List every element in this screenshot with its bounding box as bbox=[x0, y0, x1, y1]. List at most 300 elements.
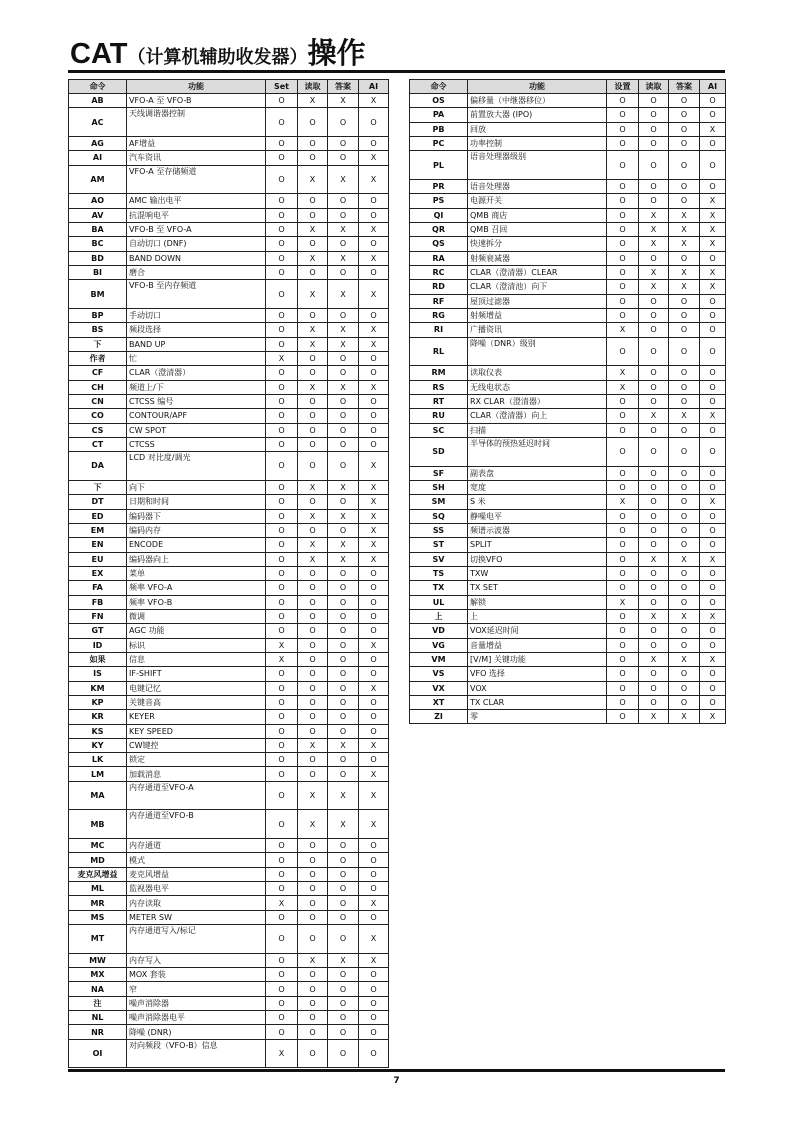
command-function: 降噪（DNR）级别 bbox=[468, 337, 607, 366]
read-flag: X bbox=[298, 538, 328, 552]
command-function: 抗混响电平 bbox=[127, 208, 266, 222]
command-function: 噪声消除器电平 bbox=[127, 1011, 266, 1025]
read-flag: O bbox=[298, 394, 328, 408]
read-flag: O bbox=[639, 509, 669, 523]
footer-rule bbox=[68, 1069, 725, 1072]
command-code: BM bbox=[69, 280, 127, 309]
table-row bbox=[410, 122, 726, 136]
read-flag: O bbox=[298, 896, 328, 910]
table-row bbox=[410, 437, 726, 466]
ai-flag: O bbox=[359, 996, 389, 1010]
command-function: 上 bbox=[468, 609, 607, 623]
command-function: 频道上/下 bbox=[127, 380, 266, 394]
read-flag: O bbox=[298, 925, 328, 954]
command-code: CN bbox=[69, 394, 127, 408]
answer-flag: O bbox=[328, 609, 359, 623]
set-flag: O bbox=[266, 853, 298, 867]
set-flag: O bbox=[266, 165, 298, 194]
answer-flag: O bbox=[328, 767, 359, 781]
table-row bbox=[69, 552, 389, 566]
ai-flag: O bbox=[700, 509, 726, 523]
table-row bbox=[410, 466, 726, 480]
table-row bbox=[410, 423, 726, 437]
command-function: 静噪电平 bbox=[468, 509, 607, 523]
set-flag: O bbox=[607, 681, 639, 695]
table-row bbox=[69, 423, 389, 437]
set-flag: O bbox=[607, 122, 639, 136]
answer-flag: O bbox=[669, 194, 700, 208]
command-function: CLAR（澄清器）CLEAR bbox=[468, 265, 607, 279]
ai-flag: O bbox=[700, 380, 726, 394]
answer-flag: O bbox=[328, 523, 359, 537]
answer-flag: X bbox=[669, 280, 700, 294]
table-row bbox=[69, 323, 389, 337]
table-row bbox=[410, 638, 726, 652]
set-flag: O bbox=[607, 695, 639, 709]
answer-flag: O bbox=[328, 437, 359, 451]
table-row bbox=[410, 222, 726, 236]
set-flag: O bbox=[607, 337, 639, 366]
table-row bbox=[69, 1039, 389, 1068]
ai-flag: O bbox=[700, 595, 726, 609]
command-code: CS bbox=[69, 423, 127, 437]
set-flag: O bbox=[266, 882, 298, 896]
answer-flag: X bbox=[669, 222, 700, 236]
answer-flag: O bbox=[328, 265, 359, 279]
read-flag: O bbox=[639, 136, 669, 150]
command-code: AG bbox=[69, 137, 127, 151]
header-command: 命令 bbox=[69, 80, 127, 94]
read-flag: O bbox=[298, 409, 328, 423]
table-row bbox=[69, 437, 389, 451]
answer-flag: O bbox=[669, 151, 700, 180]
table-body-left bbox=[69, 94, 389, 1068]
table-row bbox=[69, 724, 389, 738]
command-function: 射频增益 bbox=[468, 308, 607, 322]
read-flag: O bbox=[639, 380, 669, 394]
table-row bbox=[410, 624, 726, 638]
ai-flag: O bbox=[359, 208, 389, 222]
table-row bbox=[410, 366, 726, 380]
command-code: DA bbox=[69, 452, 127, 481]
ai-flag: O bbox=[359, 437, 389, 451]
read-flag: X bbox=[298, 94, 328, 108]
ai-flag: O bbox=[359, 581, 389, 595]
command-function: [V/M] 关键功能 bbox=[468, 652, 607, 666]
answer-flag: O bbox=[328, 753, 359, 767]
read-flag: O bbox=[639, 337, 669, 366]
read-flag: O bbox=[639, 423, 669, 437]
read-flag: X bbox=[639, 609, 669, 623]
table-row bbox=[69, 566, 389, 580]
ai-flag: X bbox=[359, 323, 389, 337]
table-row bbox=[69, 982, 389, 996]
set-flag: O bbox=[607, 94, 639, 108]
answer-flag: O bbox=[669, 251, 700, 265]
answer-flag: O bbox=[669, 581, 700, 595]
command-function: VOX延迟时间 bbox=[468, 624, 607, 638]
set-flag: O bbox=[607, 523, 639, 537]
table-row bbox=[69, 925, 389, 954]
table-row bbox=[69, 538, 389, 552]
answer-flag: O bbox=[328, 208, 359, 222]
command-code: SQ bbox=[410, 509, 468, 523]
ai-flag: O bbox=[359, 394, 389, 408]
ai-flag: O bbox=[359, 710, 389, 724]
answer-flag: O bbox=[328, 351, 359, 365]
command-code: RC bbox=[410, 265, 468, 279]
ai-flag: O bbox=[359, 882, 389, 896]
set-flag: O bbox=[266, 237, 298, 251]
command-code: AV bbox=[69, 208, 127, 222]
answer-flag: X bbox=[669, 652, 700, 666]
answer-flag: O bbox=[669, 595, 700, 609]
ai-flag: O bbox=[700, 323, 726, 337]
ai-flag: X bbox=[359, 953, 389, 967]
answer-flag: O bbox=[328, 151, 359, 165]
set-flag: O bbox=[607, 222, 639, 236]
ai-flag: O bbox=[700, 179, 726, 193]
answer-flag: O bbox=[669, 624, 700, 638]
command-code: SC bbox=[410, 423, 468, 437]
ai-flag: O bbox=[700, 466, 726, 480]
answer-flag: O bbox=[328, 194, 359, 208]
command-code: KR bbox=[69, 710, 127, 724]
command-function: VFO-B 至 VFO-A bbox=[127, 222, 266, 236]
set-flag: O bbox=[266, 380, 298, 394]
table-row bbox=[69, 495, 389, 509]
set-flag: O bbox=[607, 237, 639, 251]
ai-flag: X bbox=[700, 409, 726, 423]
set-flag: O bbox=[607, 208, 639, 222]
set-flag: O bbox=[266, 265, 298, 279]
command-function: MOX 套装 bbox=[127, 968, 266, 982]
table-row bbox=[69, 896, 389, 910]
read-flag: O bbox=[298, 710, 328, 724]
set-flag: O bbox=[266, 137, 298, 151]
table-row bbox=[69, 94, 389, 108]
set-flag: O bbox=[266, 409, 298, 423]
title-subtitle: （计算机辅助收发器） bbox=[127, 47, 308, 68]
read-flag: X bbox=[639, 237, 669, 251]
read-flag: O bbox=[298, 1025, 328, 1039]
ai-flag: O bbox=[359, 237, 389, 251]
answer-flag: X bbox=[669, 609, 700, 623]
read-flag: X bbox=[639, 265, 669, 279]
read-flag: O bbox=[298, 423, 328, 437]
command-function: 屋顶过滤器 bbox=[468, 294, 607, 308]
ai-flag: X bbox=[359, 165, 389, 194]
set-flag: O bbox=[266, 495, 298, 509]
read-flag: X bbox=[298, 337, 328, 351]
answer-flag: X bbox=[669, 409, 700, 423]
read-flag: O bbox=[298, 882, 328, 896]
table-row bbox=[69, 953, 389, 967]
set-flag: O bbox=[607, 194, 639, 208]
read-flag: X bbox=[298, 810, 328, 839]
read-flag: O bbox=[639, 695, 669, 709]
command-function: CTCSS 编号 bbox=[127, 394, 266, 408]
table-row bbox=[410, 294, 726, 308]
table-row bbox=[69, 910, 389, 924]
answer-flag: O bbox=[328, 910, 359, 924]
command-function: 关键音高 bbox=[127, 695, 266, 709]
read-flag: O bbox=[298, 151, 328, 165]
command-function: 读取仪表 bbox=[468, 366, 607, 380]
answer-flag: O bbox=[328, 409, 359, 423]
answer-flag: O bbox=[328, 1011, 359, 1025]
command-function: TXW bbox=[468, 566, 607, 580]
answer-flag: X bbox=[328, 251, 359, 265]
read-flag: O bbox=[298, 638, 328, 652]
command-function: VOX bbox=[468, 681, 607, 695]
command-code: 麦克风增益 bbox=[69, 867, 127, 881]
ai-flag: X bbox=[700, 122, 726, 136]
command-code: MT bbox=[69, 925, 127, 954]
command-code: 注 bbox=[69, 996, 127, 1010]
table-row bbox=[69, 681, 389, 695]
set-flag: O bbox=[266, 251, 298, 265]
read-flag: X bbox=[298, 480, 328, 494]
table-row bbox=[69, 366, 389, 380]
command-code: RI bbox=[410, 323, 468, 337]
ai-flag: X bbox=[359, 151, 389, 165]
ai-flag: X bbox=[359, 781, 389, 810]
read-flag: O bbox=[298, 566, 328, 580]
command-code: OI bbox=[69, 1039, 127, 1068]
ai-flag: O bbox=[359, 595, 389, 609]
ai-flag: O bbox=[359, 351, 389, 365]
read-flag: X bbox=[298, 953, 328, 967]
command-code: FN bbox=[69, 609, 127, 623]
set-flag: X bbox=[607, 380, 639, 394]
table-row bbox=[410, 538, 726, 552]
read-flag: O bbox=[298, 767, 328, 781]
command-function: 内存读取 bbox=[127, 896, 266, 910]
command-code: KP bbox=[69, 695, 127, 709]
table-row bbox=[69, 165, 389, 194]
read-flag: X bbox=[639, 280, 669, 294]
answer-flag: O bbox=[669, 337, 700, 366]
table-row bbox=[410, 208, 726, 222]
set-flag: O bbox=[266, 624, 298, 638]
answer-flag: X bbox=[328, 738, 359, 752]
command-function: 内存通道写入/标记 bbox=[127, 925, 266, 954]
set-flag: O bbox=[607, 667, 639, 681]
table-row bbox=[69, 738, 389, 752]
command-function: RX CLAR（澄清器） bbox=[468, 394, 607, 408]
ai-flag: X bbox=[700, 237, 726, 251]
answer-flag: O bbox=[669, 509, 700, 523]
answer-flag: O bbox=[328, 581, 359, 595]
answer-flag: O bbox=[328, 366, 359, 380]
read-flag: O bbox=[639, 638, 669, 652]
set-flag: O bbox=[266, 996, 298, 1010]
header-set: 设置 bbox=[607, 80, 639, 94]
set-flag: O bbox=[607, 394, 639, 408]
command-code: MD bbox=[69, 853, 127, 867]
ai-flag: O bbox=[359, 308, 389, 322]
command-function: AGC 功能 bbox=[127, 624, 266, 638]
command-function: 射频衰减器 bbox=[468, 251, 607, 265]
read-flag: O bbox=[639, 94, 669, 108]
command-code: CT bbox=[69, 437, 127, 451]
set-flag: O bbox=[266, 767, 298, 781]
answer-flag: X bbox=[669, 710, 700, 724]
read-flag: O bbox=[298, 265, 328, 279]
command-function: TX SET bbox=[468, 581, 607, 595]
answer-flag: X bbox=[328, 337, 359, 351]
command-code: FA bbox=[69, 581, 127, 595]
answer-flag: X bbox=[328, 380, 359, 394]
set-flag: O bbox=[266, 695, 298, 709]
header-command: 命令 bbox=[410, 80, 468, 94]
answer-flag: O bbox=[669, 423, 700, 437]
set-flag: O bbox=[266, 222, 298, 236]
answer-flag: O bbox=[328, 566, 359, 580]
command-code: MB bbox=[69, 810, 127, 839]
read-flag: O bbox=[298, 437, 328, 451]
command-function: 磨合 bbox=[127, 265, 266, 279]
set-flag: O bbox=[266, 753, 298, 767]
table-row bbox=[410, 566, 726, 580]
answer-flag: O bbox=[328, 638, 359, 652]
set-flag: O bbox=[266, 480, 298, 494]
set-flag: O bbox=[266, 552, 298, 566]
set-flag: O bbox=[607, 509, 639, 523]
command-function: 回放 bbox=[468, 122, 607, 136]
set-flag: O bbox=[266, 839, 298, 853]
answer-flag: X bbox=[328, 781, 359, 810]
title-operation: 操作 bbox=[307, 36, 366, 70]
table-row bbox=[69, 523, 389, 537]
set-flag: O bbox=[607, 423, 639, 437]
ai-flag: O bbox=[700, 538, 726, 552]
read-flag: X bbox=[298, 781, 328, 810]
command-function: 编码内存 bbox=[127, 523, 266, 537]
ai-flag: O bbox=[700, 366, 726, 380]
command-code: PL bbox=[410, 151, 468, 180]
set-flag: O bbox=[607, 710, 639, 724]
command-function: 解锁 bbox=[468, 595, 607, 609]
command-function: CLAR（澄清器）向上 bbox=[468, 409, 607, 423]
answer-flag: O bbox=[669, 380, 700, 394]
ai-flag: X bbox=[359, 523, 389, 537]
command-function: 内存写入 bbox=[127, 953, 266, 967]
answer-flag: O bbox=[669, 437, 700, 466]
answer-flag: O bbox=[328, 308, 359, 322]
ai-flag: X bbox=[700, 222, 726, 236]
answer-flag: X bbox=[669, 237, 700, 251]
answer-flag: O bbox=[669, 308, 700, 322]
command-code: QS bbox=[410, 237, 468, 251]
table-row bbox=[69, 595, 389, 609]
read-flag: O bbox=[298, 753, 328, 767]
ai-flag: X bbox=[700, 710, 726, 724]
ai-flag: O bbox=[359, 982, 389, 996]
command-code: RL bbox=[410, 337, 468, 366]
answer-flag: O bbox=[669, 538, 700, 552]
command-code: SS bbox=[410, 523, 468, 537]
command-function: 汽车资讯 bbox=[127, 151, 266, 165]
command-function: IF-SHIFT bbox=[127, 667, 266, 681]
answer-flag: X bbox=[669, 208, 700, 222]
command-function: S 米 bbox=[468, 495, 607, 509]
ai-flag: O bbox=[700, 151, 726, 180]
answer-flag: X bbox=[328, 538, 359, 552]
answer-flag: O bbox=[328, 853, 359, 867]
command-code: MS bbox=[69, 910, 127, 924]
set-flag: O bbox=[266, 982, 298, 996]
command-function: BAND UP bbox=[127, 337, 266, 351]
command-code: CO bbox=[69, 409, 127, 423]
table-row bbox=[410, 609, 726, 623]
set-flag: O bbox=[266, 108, 298, 137]
read-flag: O bbox=[639, 151, 669, 180]
command-code: TX bbox=[410, 581, 468, 595]
command-function: 内存通道 bbox=[127, 839, 266, 853]
set-flag: O bbox=[266, 581, 298, 595]
read-flag: O bbox=[298, 681, 328, 695]
ai-flag: O bbox=[700, 423, 726, 437]
read-flag: O bbox=[639, 251, 669, 265]
ai-flag: O bbox=[700, 308, 726, 322]
command-code: NA bbox=[69, 982, 127, 996]
command-code: XT bbox=[410, 695, 468, 709]
command-function: ENCODE bbox=[127, 538, 266, 552]
command-function: QMB 商店 bbox=[468, 208, 607, 222]
table-row bbox=[69, 695, 389, 709]
command-code: PC bbox=[410, 136, 468, 150]
set-flag: O bbox=[266, 280, 298, 309]
set-flag: X bbox=[607, 495, 639, 509]
command-function: 副表盘 bbox=[468, 466, 607, 480]
answer-flag: O bbox=[328, 624, 359, 638]
command-code: FB bbox=[69, 595, 127, 609]
command-function: 频率 VFO-B bbox=[127, 595, 266, 609]
set-flag: O bbox=[607, 638, 639, 652]
read-flag: O bbox=[298, 724, 328, 738]
answer-flag: O bbox=[328, 595, 359, 609]
command-function: AF增益 bbox=[127, 137, 266, 151]
set-flag: O bbox=[266, 1011, 298, 1025]
read-flag: X bbox=[298, 251, 328, 265]
read-flag: O bbox=[639, 108, 669, 122]
answer-flag: O bbox=[328, 452, 359, 481]
ai-flag: O bbox=[700, 695, 726, 709]
command-function: 频段选择 bbox=[127, 323, 266, 337]
set-flag: O bbox=[607, 308, 639, 322]
table-row bbox=[69, 853, 389, 867]
read-flag: X bbox=[298, 280, 328, 309]
set-flag: O bbox=[266, 194, 298, 208]
table-row bbox=[410, 251, 726, 265]
set-flag: O bbox=[607, 437, 639, 466]
command-function: 微调 bbox=[127, 609, 266, 623]
command-function: 手动切口 bbox=[127, 308, 266, 322]
command-function: QMB 召回 bbox=[468, 222, 607, 236]
command-code: QR bbox=[410, 222, 468, 236]
command-function: VFO 选择 bbox=[468, 667, 607, 681]
set-flag: O bbox=[266, 337, 298, 351]
read-flag: O bbox=[298, 194, 328, 208]
answer-flag: X bbox=[328, 480, 359, 494]
table-row bbox=[69, 638, 389, 652]
ai-flag: X bbox=[700, 652, 726, 666]
page-number: 7 bbox=[393, 1076, 400, 1086]
command-function: 频率 VFO-A bbox=[127, 581, 266, 595]
ai-flag: X bbox=[359, 896, 389, 910]
